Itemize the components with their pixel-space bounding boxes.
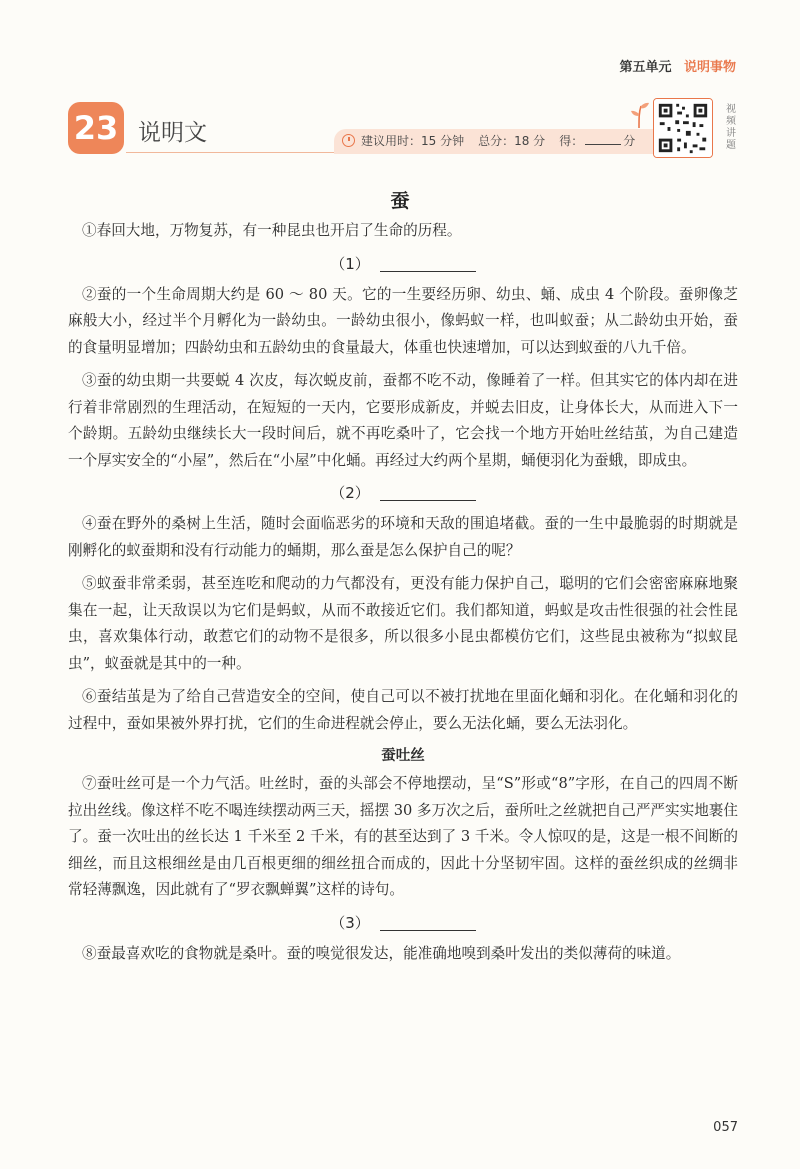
question-3-label: （3） (330, 913, 370, 932)
question-3 (68, 911, 738, 935)
total-score: 总分：18 分 (478, 134, 546, 148)
lesson-title: 说明文 (138, 120, 207, 146)
unit-header (619, 56, 736, 75)
answer-blank-2[interactable] (380, 500, 476, 501)
suggest-time: 建议用时：15 分钟 (361, 134, 465, 148)
sprout-icon (628, 98, 650, 128)
page-number: 057 (713, 1120, 738, 1135)
paragraph-3: ③蚕的幼虫期一共要蜕 4 次皮，每次蜕皮前，蚕都不吃不动，像睡着了一样。但其实它的体内却在进行着非常剧烈的生理活动，在短短的一天内，它要形成新皮，并蜕去旧皮，让身体长大，从而进入下一个龄期。五龄幼虫继续长大一段时间后，就不再吃桑叶了，它会找一个地方开始吐丝结茧，为自己建造一个厚实安全的“小屋”，然后在“小屋”中化蛹。再经过大约两个星期，蛹便羽化为蚕蛾，即成虫。 (68, 372, 738, 469)
lesson-title-bar (68, 102, 668, 158)
score-unit: 分 (623, 134, 636, 148)
qr-code[interactable] (653, 98, 715, 158)
paragraph-2: ②蚕的一个生命周期大约是 60 ～ 80 天。它的一生要经历卵、幼虫、蛹、成虫 4 个阶段。蚕卵像芝麻般大小，经过半个月孵化为一龄幼虫。一龄幼虫很小，像蚂蚁一样，也叫蚁蚕；从二龄幼虫开始，蚕的食量明显增加；四龄幼虫和五龄幼虫的食量最大，体重也快速增加，可以达到蚁蚕的八九千倍。 (68, 285, 738, 356)
answer-blank-1[interactable] (380, 271, 476, 272)
paragraph-1: ①春回大地，万物复苏，有一种昆虫也开启了生命的历程。 (82, 222, 462, 239)
question-2-label: （2） (330, 484, 370, 502)
article-body (68, 218, 738, 974)
lesson-meta (334, 129, 684, 154)
score-blank[interactable] (585, 144, 621, 145)
question-1 (68, 252, 738, 276)
score-label: 得： (559, 134, 584, 148)
lesson-number-badge: 23 (68, 102, 124, 154)
clock-icon (342, 134, 355, 147)
question-1-label: （1） (330, 254, 370, 273)
topic-label: 说明事物 (683, 60, 736, 75)
paragraph-8: ⑧蚕最喜欢吃的食物就是桑叶。蚕的嗅觉很发达，能准确地嗅到桑叶发出的类似薄荷的味道。 (82, 944, 681, 962)
answer-blank-3[interactable] (380, 930, 476, 931)
section-subtitle: 蚕吐丝 (381, 748, 425, 764)
qr-code-icon (653, 98, 713, 158)
paragraph-6: ⑥蚕结茧是为了给自己营造安全的空间，使自己可以不被打扰地在里面化蛹和羽化。在化蛹和羽化的过程中，蚕如果被外界打扰，它们的生命进程就会停止，要么无法化蛹，要么无法羽化。 (68, 688, 738, 732)
unit-label: 第五单元 (619, 60, 672, 75)
qr-side-label: 视频讲题 (726, 104, 736, 151)
article-title: 蚕 (390, 190, 410, 212)
paragraph-4: ④蚕在野外的桑树上生活，随时会面临恶劣的环境和天敌的围追堵截。蚕的一生中最脆弱的时期就是刚孵化的蚁蚕期和没有行动能力的蛹期，那么蚕是怎么保护自己的呢？ (68, 515, 738, 559)
paragraph-5: ⑤蚁蚕非常柔弱，甚至连吃和爬动的力气都没有，更没有能力保护自己，聪明的它们会密密麻麻地聚集在一起，让天敌误以为它们是蚂蚁，从而不敢接近它们。我们都知道，蚂蚁是攻击性很强的社会性昆虫，喜欢集体行动，敢惹它们的动物不是很多，所以很多小昆虫都模仿它们，这些昆虫被称为“拟蚁昆虫”，蚁蚕就是其中的一种。 (68, 575, 738, 672)
paragraph-7: ⑦蚕吐丝可是一个力气活。吐丝时，蚕的头部会不停地摆动，呈“S”形或“8”字形，在自己的四周不断拉出丝线。像这样不吃不喝连续摆动两三天，摇摆 30 多万次之后，蚕所吐之丝就把自己严严实实地裹住了。蚕一次吐出的丝长达 1 千米至 2 千米，有的甚至达到了 3 千米。令人惊叹的是，这是一根不间断的细丝，而且这根细丝是由几百根更细的细丝扭合而成的，因此十分坚韧牢固。这样的蚕丝织成的丝绸非常轻薄飘逸，因此就有了“罗衣飘蝉翼”这样的诗句。 (68, 775, 738, 898)
question-2 (68, 481, 738, 505)
